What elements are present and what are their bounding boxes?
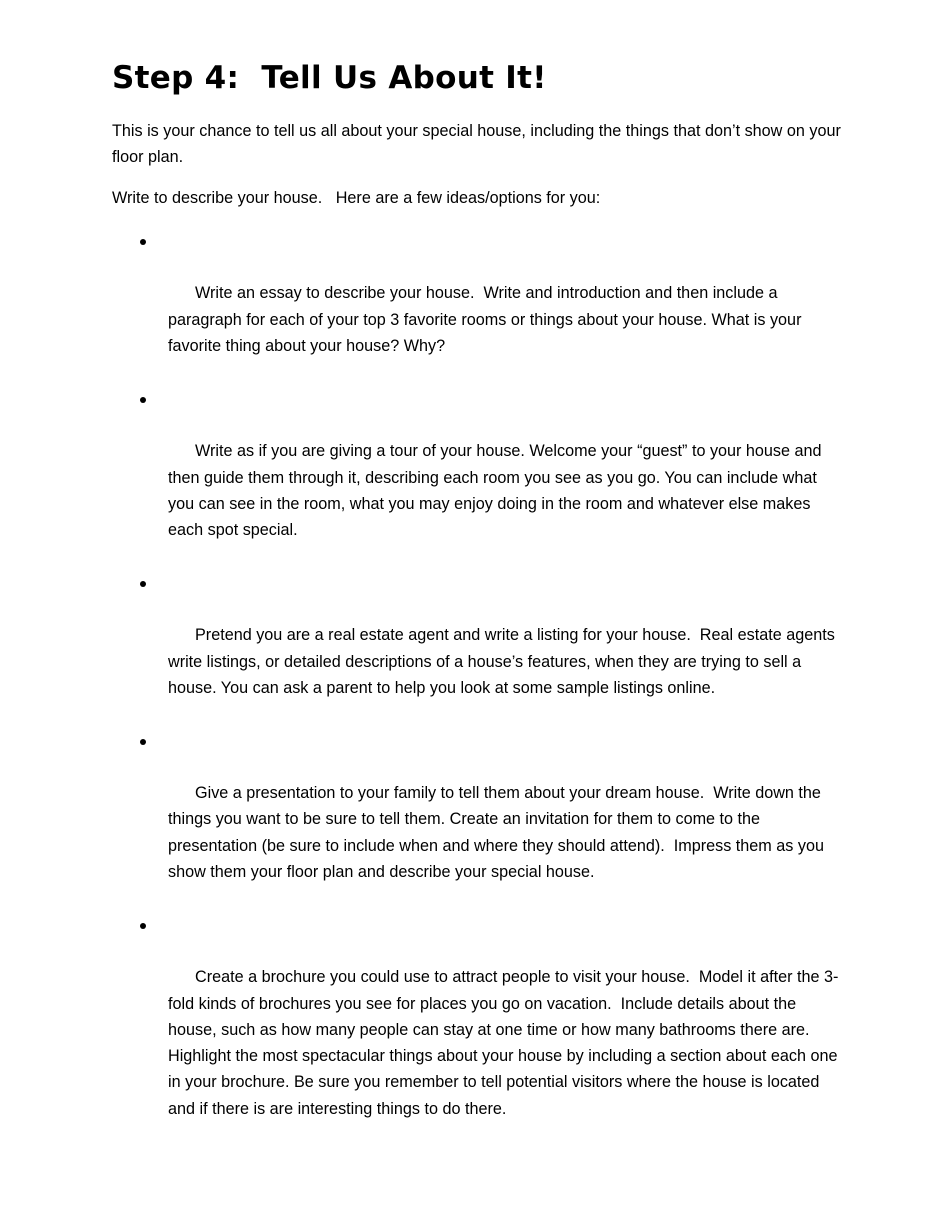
option-text-essay: Write an essay to describe your house. Write and introduction and then include a paragraph for each of your top 3 favorite rooms or things about your house. What is your favorite thing about your house? Why?: [168, 284, 806, 356]
document-page: [112, 52, 846, 1148]
bullet-icon: [140, 923, 146, 929]
list-item: [112, 728, 842, 912]
bullet-icon: [140, 397, 146, 403]
bullet-icon: [140, 581, 146, 587]
list-item: [112, 912, 842, 1149]
option-text-brochure: Create a brochure you could use to attract people to visit your house. Model it after the 3-fold kinds of brochures you see for places you go on vacation. Include details about the house, such as how many people can stay at one time or how many bathrooms there are. Highlight the most spectacular things about your house by including a section about each one in your brochure. Be sure you remember to tell potential visitors where the house is located and if there is are interesting things to do there.: [168, 968, 843, 1118]
intro-paragraph: This is your chance to tell us all about your special house, including the things that don’t show on your floor plan.: [112, 122, 846, 167]
list-item: [112, 228, 842, 386]
options-list: [112, 228, 842, 1148]
list-item: [112, 570, 842, 728]
option-text-tour: Write as if you are giving a tour of your house. Welcome your “guest” to your house and then guide them through it, describing each room you see as you go. You can include what you can see in the room, what you may enjoy doing in the room and whatever else makes each spot special.: [168, 442, 827, 540]
option-text-presentation: Give a presentation to your family to tell them about your dream house. Write down the things you want to be sure to tell them. Create an invitation for them to come to the presentation (be sure to include when and where they should attend). Impress them as you show them your floor plan and describe your special house.: [168, 784, 829, 882]
option-text-listing: Pretend you are a real estate agent and write a listing for your house. Real estate agents write listings, or detailed descriptions of a house’s features, when they are trying to sell a house. You can ask a parent to help you look at some sample listings online.: [168, 626, 840, 697]
page-title: Step 4: Tell Us About It!: [112, 60, 547, 96]
bullet-icon: [140, 739, 146, 745]
bullet-icon: [140, 239, 146, 245]
prompt-paragraph: Write to describe your house. Here are a few ideas/options for you:: [112, 188, 601, 207]
list-item: [112, 386, 842, 570]
